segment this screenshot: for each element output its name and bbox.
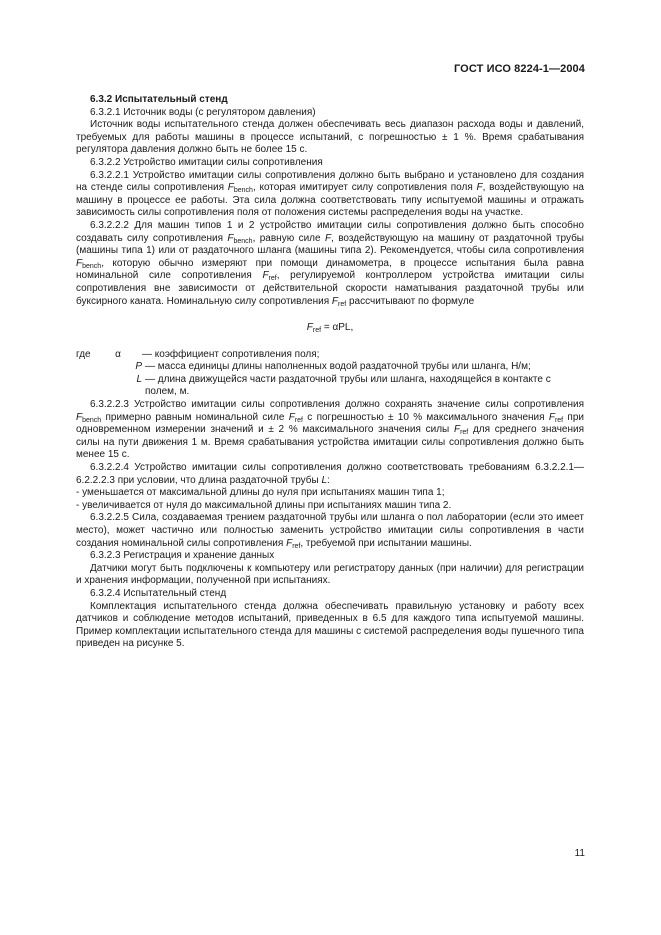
paragraph-63225: 6.3.2.2.5 Сила, создаваемая трением раздаточной трубы или шланга о пол лаборатории (если это имеет место), может частично или полностью заменить устройство имитации силы сопротивления в части создания номинальной силы сопротивления $F_{ref}$, требуемой при испытании машины. [76, 512, 584, 550]
legend-row-p: P — масса единицы длины наполненных водой раздаточной трубы или шланга, Н/м; [135, 361, 531, 373]
paragraph-63222: 6.3.2.2.2 Для машин типов 1 и 2 устройство имитации силы сопротивления должно быть способно создавать силу сопротивления $F_{bench}$, равную силе F, воздействующую на машину от раздаточной трубы (машины типа 1) или от раздаточного шланга (машины типа 2). Рекомендуется, чтобы сила сопротивления $F_{bench}$, которую обычно измеряют при помощи динамометра, в процессе испытания была равна номинальной силе сопротивления $F_{ref}$, регулируемой контроллером устройства имитации силы сопротивления вне зависимости от действительной скорости наматывания раздаточной трубы или буксирного каната. Номинальную силу сопротивления $F_{ref}$ рассчитывают по формуле [76, 219, 585, 308]
subsection-6324-text: Комплектация испытательного стенда должна обеспечивать правильную установку и работу всех датчиков и соблюдение методов испытаний, приведенных в 6.5 для каждого типа испытуемой машины. Пример комплектации испытательного стенда для машины с системой распределения воды пушечного типа приведен на рисунке 5. [76, 600, 584, 650]
subsection-6323-title: 6.3.2.3 Регистрация и хранение данных [90, 550, 275, 562]
document-header-id: ГОСТ ИСО 8224-1—2004 [453, 63, 585, 75]
paragraph-63221: 6.3.2.2.1 Устройство имитации силы сопротивления должно быть выбрано и установлено для создания на стенде силы сопротивления $F_{bench}$, которая имитирует силу сопротивления поля F, воздействующую на машину в процессе ее работы. Эта сила должна соответствовать типу испытуемой машины и отражать зависимость силы сопротивления поля от положения системы распределения воды на участке. [76, 169, 584, 219]
document-body [76, 94, 584, 651]
subsection-6321-title: 6.3.2.1 Источник воды (с регулятором давления) [90, 106, 316, 118]
legend-row-alpha: где α — коэффициент сопротивления поля; [76, 348, 320, 360]
subsection-6324-title: 6.3.2.4 Испытательный стенд [90, 587, 227, 599]
section-title: 6.3.2 Испытательный стенд [90, 94, 228, 105]
subsection-6322-title: 6.3.2.2 Устройство имитации силы сопротивления [90, 156, 323, 168]
formula-legend [76, 349, 584, 399]
legend-row-l: L — длина движущейся части раздаточной трубы или шланга, находящейся в контакте с полем, м. [136, 373, 551, 398]
page-number: 11 [574, 848, 585, 859]
formula: $F_{ref} = \alpha PL$, [306, 322, 354, 335]
bullet-1: - уменьшается от максимальной длины до нуля при испытаниях машин типа 1; [76, 487, 445, 499]
paragraph-63223: 6.3.2.2.3 Устройство имитации силы сопротивления должно сохранять значение силы сопротивления $F_{bench}$ примерно равным номинальной силе $F_{ref}$ с погрешностью ± 10 % максимального значения $F_{ref}$ при одновременном измерении значений и ± 2 % максимального значения силы $F_{ref}$ для среднего значения силы на пути движения 1 м. Время срабатывания устройства имитации силы сопротивления должно быть менее 15 с. [76, 399, 584, 461]
bullet-2: - увеличивается от нуля до максимальной длины при испытаниях машин типа 2. [76, 499, 452, 511]
paragraph-63224: 6.3.2.2.4 Устройство имитации силы сопротивления должно соответствовать требованиям 6.3.2.2.1—6.2.2.2.3 при условии, что длина раздаточной трубы L: [76, 462, 584, 486]
subsection-6321-text: Источник воды испытательного стенда должен обеспечивать весь диапазон расхода воды и давлений, требуемых для работы машины в процессе испытаний, с погрешностью ± 1 %. Время срабатывания регулятора давления должно быть не более 15 с. [76, 119, 584, 156]
subsection-6323-text: Датчики могут быть подключены к компьютеру или регистратору данных (при наличии) для регистрации и хранения информации, полученной при испытаниях. [76, 562, 584, 587]
